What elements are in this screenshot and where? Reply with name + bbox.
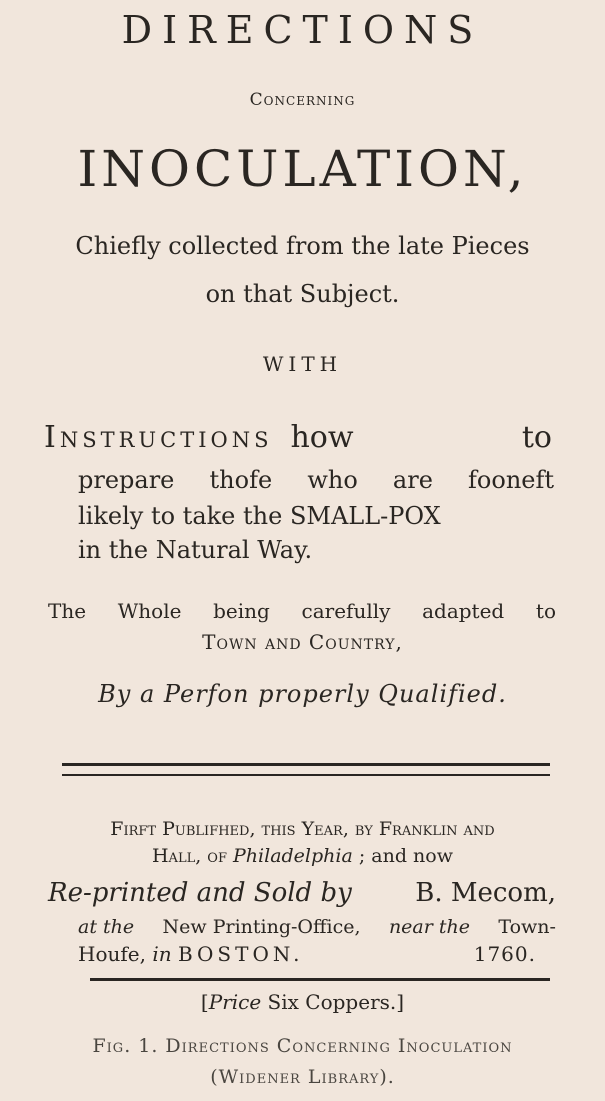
title-inoculation: INOCULATION, xyxy=(77,140,528,198)
whole-word: being xyxy=(213,599,270,623)
publication-year: 1760. xyxy=(473,942,536,966)
instructions-word: Instructions xyxy=(44,420,273,455)
house-in: in xyxy=(152,942,172,966)
author-line: By a Perfon properly Qualified. xyxy=(98,680,507,708)
publication-line-1: Firft Publifhed, this Year, by Franklin and xyxy=(110,818,495,840)
instructions-word: who xyxy=(307,466,358,494)
instructions-word: are xyxy=(392,466,433,494)
figure-caption-line-2: (Widener Library). xyxy=(210,1066,395,1088)
single-rule xyxy=(90,978,550,981)
reprint-text: Re-printed and Sold by xyxy=(48,878,352,908)
instructions-heading xyxy=(44,420,554,455)
office-name: New Printing-Office, xyxy=(162,916,361,938)
house-line xyxy=(78,942,556,966)
price-rest: Six Coppers.] xyxy=(261,990,405,1014)
house-word: Houfe, xyxy=(78,942,153,966)
whole-word: carefully xyxy=(301,599,391,623)
office-town: Town- xyxy=(498,916,556,938)
subtitle-line-1: Chiefly collected from the late Pieces xyxy=(75,232,530,260)
instructions-word: thofe xyxy=(209,466,273,494)
instructions-line-2: likely to take the SMALL-POX xyxy=(78,502,441,530)
figure-caption-line-1: Fig. 1. Directions Concerning Inoculation xyxy=(92,1035,513,1057)
instructions-line-1 xyxy=(78,466,554,494)
price-word: Price xyxy=(208,990,262,1014)
instructions-word: fooneft xyxy=(468,466,554,494)
double-rule-bottom xyxy=(62,774,550,776)
publication-hall: Hall, of xyxy=(151,845,234,867)
whole-word: Whole xyxy=(117,599,182,623)
price-open-bracket: [ xyxy=(200,990,209,1014)
whole-word: to xyxy=(535,599,556,623)
whole-word: The xyxy=(48,599,87,623)
printer-name: B. Mecom, xyxy=(415,878,556,908)
instructions-word: prepare xyxy=(78,466,175,494)
price-line xyxy=(0,990,605,1014)
office-near-the: near the xyxy=(388,916,470,938)
whole-line-2: Town and Country, xyxy=(202,630,403,654)
whole-line-1 xyxy=(48,599,556,623)
subtitle-line-2: on that Subject. xyxy=(205,280,400,308)
office-line xyxy=(78,916,556,938)
title-concerning: Concerning xyxy=(249,90,356,110)
publication-now: ; and now xyxy=(352,845,453,867)
instructions-how: how xyxy=(290,420,354,455)
publication-place: Philadelphia xyxy=(233,845,353,867)
instructions-to: to xyxy=(521,420,552,455)
title-directions: DIRECTIONS xyxy=(121,8,484,52)
office-at-the: at the xyxy=(78,916,135,938)
instructions-line-3: in the Natural Way. xyxy=(78,536,313,564)
city-name: BOSTON. xyxy=(177,942,304,966)
whole-word: adapted xyxy=(422,599,505,623)
double-rule-top xyxy=(62,763,550,766)
publication-line-2 xyxy=(0,845,605,867)
reprint-line xyxy=(48,878,556,908)
with-label: WITH xyxy=(262,352,343,376)
